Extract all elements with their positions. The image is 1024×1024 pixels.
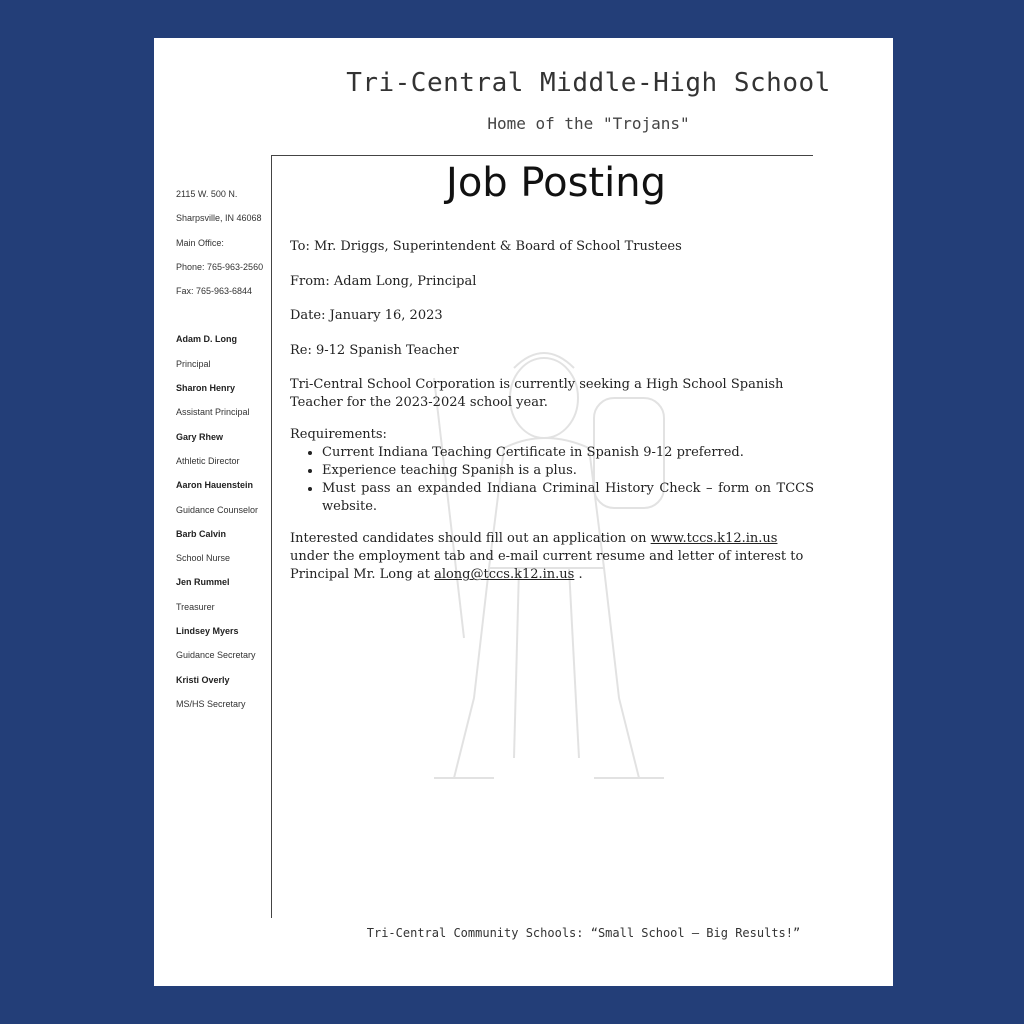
staff-role: School Nurse (176, 553, 231, 564)
email-link[interactable]: along@tccs.k12.in.us (434, 567, 575, 583)
address-line: Sharpsville, IN 46068 (176, 213, 262, 224)
staff-name: Kristi Overly (176, 674, 230, 685)
sidebar-info (176, 188, 271, 722)
address-line: 2115 W. 500 N. (176, 189, 238, 199)
staff-name: Aaron Hauenstein (176, 480, 254, 491)
address-line: Fax: 765-963-6844 (176, 286, 253, 297)
staff-role: Assistant Principal (176, 407, 250, 418)
staff-role: Guidance Secretary (176, 650, 256, 661)
staff-name: Gary Rhew (176, 431, 224, 442)
staff-role: Athletic Director (176, 455, 240, 466)
staff-name: Jen Rummel (176, 577, 230, 588)
staff-name: Sharon Henry (176, 383, 236, 394)
posting-title: Job Posting (446, 160, 666, 206)
apply-text: Interested candidates should fill out an application on (290, 531, 651, 547)
school-motto: Home of the "Trojans" (487, 114, 690, 133)
staff-role: Guidance Counselor (176, 504, 259, 515)
staff-name: Barb Calvin (176, 528, 227, 539)
list-item: • Current Indiana Teaching Certificate in Spanish 9-12 preferred. (322, 444, 814, 462)
sidebar-divider (271, 155, 272, 918)
apply-text: under the employment tab and e-mail current resume and letter of interest to Principal Mr. Long at (290, 549, 804, 583)
staff-name: Lindsey Myers (176, 626, 239, 637)
staff-role: MS/HS Secretary (176, 698, 246, 709)
footer-slogan: Tri-Central Community Schools: “Small School – Big Results!” (366, 926, 801, 940)
memo-re: Re: 9-12 Spanish Teacher (290, 342, 459, 358)
staff-role: Principal (176, 358, 211, 369)
website-link[interactable]: www.tccs.k12.in.us (650, 531, 778, 547)
list-item: • Experience teaching Spanish is a plus. (322, 462, 814, 480)
address-line: Phone: 765-963-2560 (176, 261, 264, 272)
letter-page (154, 38, 893, 986)
header-divider (271, 155, 813, 156)
intro-paragraph: Tri-Central School Corporation is currently seeking a High School Spanish Teacher for the 2023-2024 school year. (290, 377, 784, 411)
memo-from: From: Adam Long, Principal (290, 273, 477, 289)
address-line: Main Office: (176, 237, 224, 248)
requirements-list (290, 444, 814, 516)
school-name: Tri-Central Middle-High School (346, 68, 831, 98)
apply-paragraph (290, 530, 814, 584)
posting-body (290, 238, 814, 598)
staff-role: Treasurer (176, 601, 215, 612)
apply-text: . (574, 567, 583, 583)
list-item: • Must pass an expanded Indiana Criminal History Check – form on TCCS website. (322, 480, 814, 516)
requirements-title: Requirements: (290, 427, 387, 443)
memo-date: Date: January 16, 2023 (290, 308, 443, 324)
memo-to: To: Mr. Driggs, Superintendent & Board of School Trustees (290, 239, 682, 254)
staff-name: Adam D. Long (176, 334, 237, 345)
